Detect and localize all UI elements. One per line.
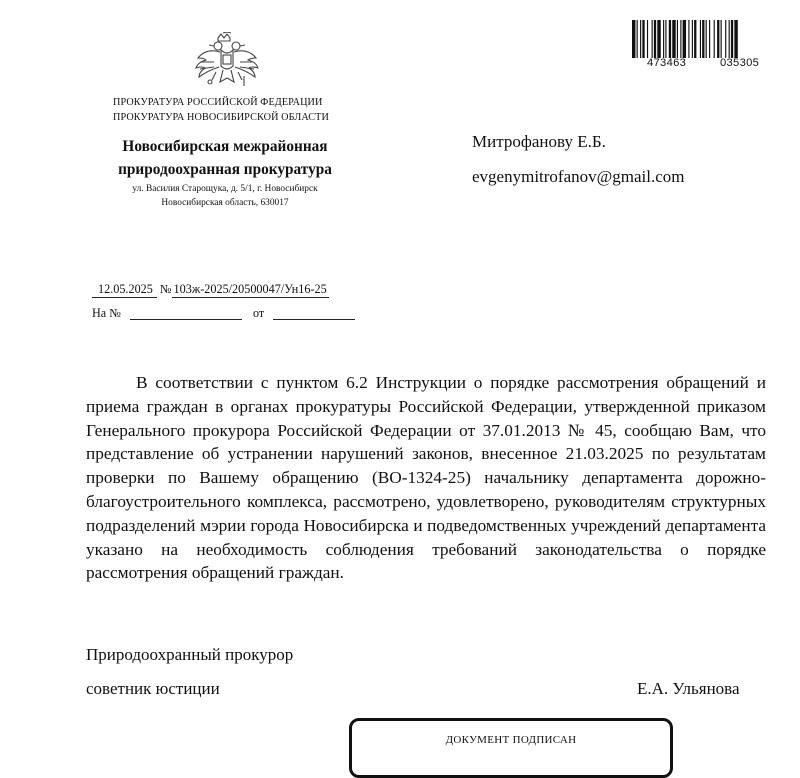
barcode-bar	[672, 20, 675, 58]
org-address-line-1: ул. Василия Старощука, д. 5/1, г. Новосибирск	[132, 184, 318, 194]
reply-to-reference	[92, 305, 355, 321]
barcode-bar	[702, 20, 704, 58]
org-title-line-2: природоохранная прокуратура	[118, 161, 332, 178]
recipient-email: evgenymitrofanov@gmail.com	[472, 167, 685, 186]
barcode-bar	[694, 20, 696, 58]
barcode-bar	[665, 20, 666, 58]
barcode-bar	[706, 20, 707, 58]
outgoing-reference	[92, 282, 329, 298]
signature-stamp	[349, 718, 673, 778]
letter-body: В соответствии с пунктом 6.2 Инструкции о порядке рассмотрения обращений и приема граждан в органах прокуратуры Российской Федерации, утвержденной приказом Генерального прокурора Российской Федерации от 37.01.2013 № 45, сообщаю Вам, что представление об устранении нарушений законов, внесенное 21.03.2025 по результатам проверки по Вашему обращению (ВО-1324-25) начальнику департамента дорожно-благоустроительного комплекса, рассмотрено, удовлетворено, руководителям структурных подразделений мэрии города Новосибирска и подведомственных учреждений департамента указано на необходимость соблюдения требований законодательства о порядке рассмотрения обращений граждан.	[86, 373, 766, 583]
reply-to-date-blank	[273, 305, 355, 320]
barcode-bar	[709, 20, 710, 58]
barcode-bar	[721, 20, 722, 58]
barcode-bar	[632, 20, 635, 58]
barcode-bar	[725, 20, 726, 58]
barcode-bar	[717, 20, 719, 58]
barcode-bar	[647, 20, 648, 58]
signatory-position-line-1: Природоохранный прокурор	[86, 645, 294, 664]
barcode-bar	[640, 20, 641, 58]
org-line-2: ПРОКУРАТУРА НОВОСИБИРСКОЙ ОБЛАСТИ	[113, 112, 329, 123]
recipient-name: Митрофанову Е.Б.	[472, 132, 606, 151]
barcode-bar	[692, 20, 693, 58]
double-headed-eagle-emblem-icon	[188, 32, 266, 92]
barcode-bar	[700, 20, 701, 58]
reply-to-label: На №	[92, 306, 121, 320]
barcode	[630, 20, 778, 58]
barcode-bar	[654, 20, 656, 58]
barcode-bar	[663, 20, 664, 58]
barcode-bar	[680, 20, 681, 58]
barcode-bar	[729, 20, 730, 58]
barcode-bar	[642, 20, 644, 58]
barcode-bar	[734, 20, 737, 58]
barcode-bar	[669, 20, 671, 58]
signatory-position-line-2: советник юстиции	[86, 679, 220, 698]
org-address-line-2: Новосибирская область, 630017	[161, 198, 289, 208]
stamp-title: ДОКУМЕНТ ПОДПИСАН	[445, 734, 577, 746]
barcode-bar	[652, 20, 653, 58]
outgoing-number: 103ж-2025/20500047/Ун16-25	[173, 282, 327, 296]
reply-to-number-blank	[130, 305, 242, 320]
number-sign: №	[159, 282, 172, 296]
outgoing-date: 12.05.2025	[92, 282, 157, 298]
barcode-bar	[731, 20, 733, 58]
barcode-bar	[688, 20, 689, 58]
barcode-bar	[637, 20, 638, 58]
barcode-bar	[683, 20, 686, 58]
org-line-1: ПРОКУРАТУРА РОССИЙСКОЙ ФЕДЕРАЦИИ	[113, 97, 323, 108]
barcode-bar	[657, 20, 660, 58]
signatory-name: Е.А. Ульянова	[637, 679, 740, 698]
barcode-number-right: 035305	[720, 57, 760, 69]
barcode-bar	[714, 20, 715, 58]
barcode-number-left: 473463	[647, 57, 687, 69]
from-label: от	[252, 306, 265, 320]
barcode-bar	[677, 20, 678, 58]
org-title-line-1: Новосибирская межрайонная	[122, 138, 328, 155]
